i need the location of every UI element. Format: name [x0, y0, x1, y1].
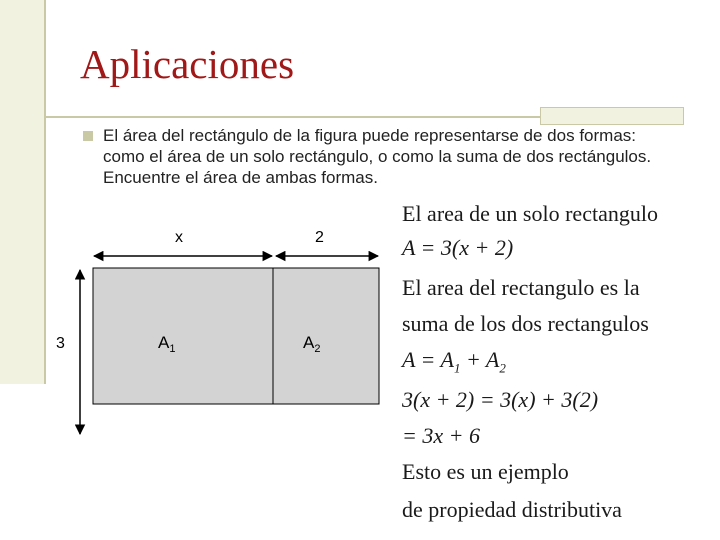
header-decor-box [540, 107, 684, 125]
equation-sum-areas: $A = A_1 + A_2$ [402, 347, 506, 376]
label-3: 3 [56, 335, 65, 352]
explanation-line-8: Esto es un ejemplo [402, 459, 569, 484]
equation-single-area: A = 3(x + 2) [402, 235, 514, 260]
equation-distributive: 3(x + 2) = 3(x) + 3(2) [402, 387, 599, 412]
label-a1: $A_1$ [158, 333, 176, 355]
left-decor-bar [0, 0, 46, 384]
rectangle-a2 [273, 268, 379, 404]
slide-title: Aplicaciones [80, 41, 295, 87]
label-a2: $A_2$ [303, 333, 321, 355]
explanation-line-9: de propiedad distributiva [402, 497, 622, 522]
bullet-text: El área del rectángulo de la figura puede representarse de dos formas: como el área de un solo rectángulo, o como la suma de dos rectángulos. Encuentre el área de ambas formas. [103, 126, 652, 187]
equation-result: = 3x + 6 [402, 423, 480, 448]
explanation-line-4: suma de los dos rectangulos [402, 311, 649, 336]
bullet-square-icon [83, 131, 93, 141]
header-divider [46, 116, 542, 118]
rectangle-figure [52, 222, 387, 437]
explanation-line-1: El area de un solo rectangulo [402, 201, 658, 226]
label-x: x [175, 229, 183, 246]
explanation-line-3: El area del rectangulo es la [402, 275, 640, 300]
rectangle-a1 [93, 268, 273, 404]
label-2: 2 [315, 229, 324, 246]
